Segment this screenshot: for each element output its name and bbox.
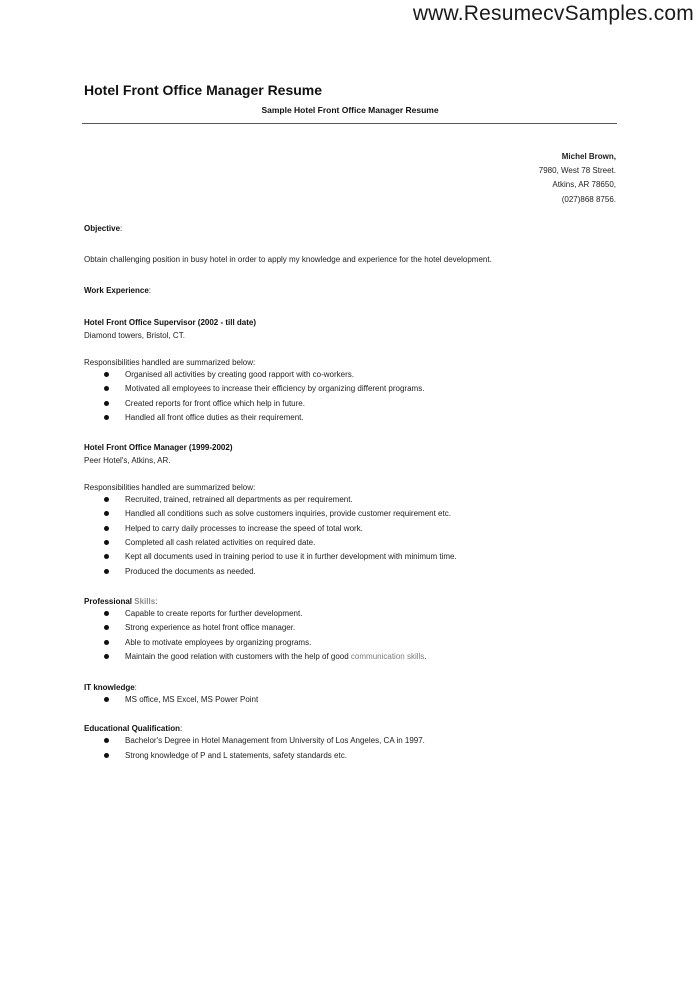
job-entry (84, 441, 624, 579)
list-item: Able to motivate employees by organizing programs. (84, 636, 624, 650)
list-item: Organised all activities by creating good rapport with co-workers. (84, 368, 624, 382)
list-item: Completed all cash related activities on required date. (84, 536, 624, 550)
professional-skills-heading-bold: Professional (84, 596, 133, 606)
list-item (84, 650, 624, 664)
resume-body (84, 223, 624, 763)
education-heading-label: Educational Qualification (84, 724, 181, 734)
education-heading (84, 723, 624, 734)
work-experience-heading (84, 285, 624, 296)
list-item: Strong experience as hotel front office manager. (84, 621, 624, 635)
work-experience-colon: : (148, 286, 152, 295)
contact-street: 7980, West 78 Street. (538, 166, 616, 176)
contact-block (539, 150, 616, 207)
title-divider (82, 123, 617, 124)
objective-colon: : (120, 224, 123, 233)
job-place: Peer Hotel's, Atkins, AR. (84, 456, 171, 466)
job-responsibilities-list (84, 368, 624, 425)
list-item: Strong knowledge of P and L statements, safety standards etc. (84, 749, 624, 763)
job-responsibilities-list (84, 493, 624, 579)
skills-link[interactable]: Skills (134, 596, 156, 606)
professional-skills-heading (84, 596, 624, 607)
professional-skills-list (84, 607, 624, 664)
objective-heading (84, 223, 624, 234)
list-item: Kept all documents used in training period to use it in further development with minimum time. (84, 550, 624, 564)
it-knowledge-heading (84, 682, 624, 693)
contact-city: Atkins, AR 78650, (552, 180, 616, 190)
list-item: Created reports for front office which help in future. (84, 397, 624, 411)
list-item: Motivated all employees to increase their efficiency by organizing different programs. (84, 382, 624, 396)
education-colon: : (180, 724, 183, 734)
list-item-suffix: . (424, 651, 427, 661)
job-responsibilities-intro: Responsibilities handled are summarized below: (84, 483, 256, 493)
list-item: Handled all front office duties as their requirement. (84, 411, 624, 425)
contact-phone: (027)868 8756. (561, 194, 616, 204)
list-item-text: Maintain the good relation with customers with the help of good (125, 651, 349, 661)
objective-heading-label: Objective (84, 224, 121, 233)
resume-title: Hotel Front Office Manager Resume (84, 82, 323, 98)
list-item: Produced the documents as needed. (84, 565, 624, 579)
resume-subtitle: Sample Hotel Front Office Manager Resume (261, 105, 439, 115)
list-item: MS office, MS Excel, MS Power Point (84, 693, 624, 707)
list-item: Handled all conditions such as solve customers inquiries, provide customer requirement etc. (84, 507, 624, 521)
professional-skills-colon: : (155, 596, 158, 606)
list-item: Bachelor's Degree in Hotel Management from University of Los Angeles, CA in 1997. (84, 734, 624, 748)
job-entry (84, 316, 624, 425)
site-watermark: www.ResumecvSamples.com (412, 2, 694, 25)
job-title: Hotel Front Office Manager (1999-2002) (84, 443, 233, 453)
contact-name: Michel Brown, (561, 152, 616, 161)
job-place: Diamond towers, Bristol, CT. (84, 331, 185, 340)
list-item: Recruited, trained, retrained all departments as per requirement. (84, 493, 624, 507)
list-item: Capable to create reports for further development. (84, 607, 624, 621)
job-responsibilities-intro: Responsibilities handled are summarized below: (84, 358, 256, 367)
communication-skills-link[interactable]: communication skills (350, 651, 425, 661)
education-list (84, 734, 624, 763)
work-experience-heading-label: Work Experience (84, 286, 149, 295)
list-item: Helped to carry daily processes to increase the speed of total work. (84, 522, 624, 536)
job-title: Hotel Front Office Supervisor (2002 - till date) (84, 318, 257, 327)
objective-text: Obtain challenging position in busy hotel in order to apply my knowledge and experience for the hotel development. (84, 255, 492, 264)
it-knowledge-list (84, 693, 624, 707)
it-knowledge-heading-label: IT knowledge (84, 683, 135, 693)
it-knowledge-colon: : (134, 683, 137, 693)
